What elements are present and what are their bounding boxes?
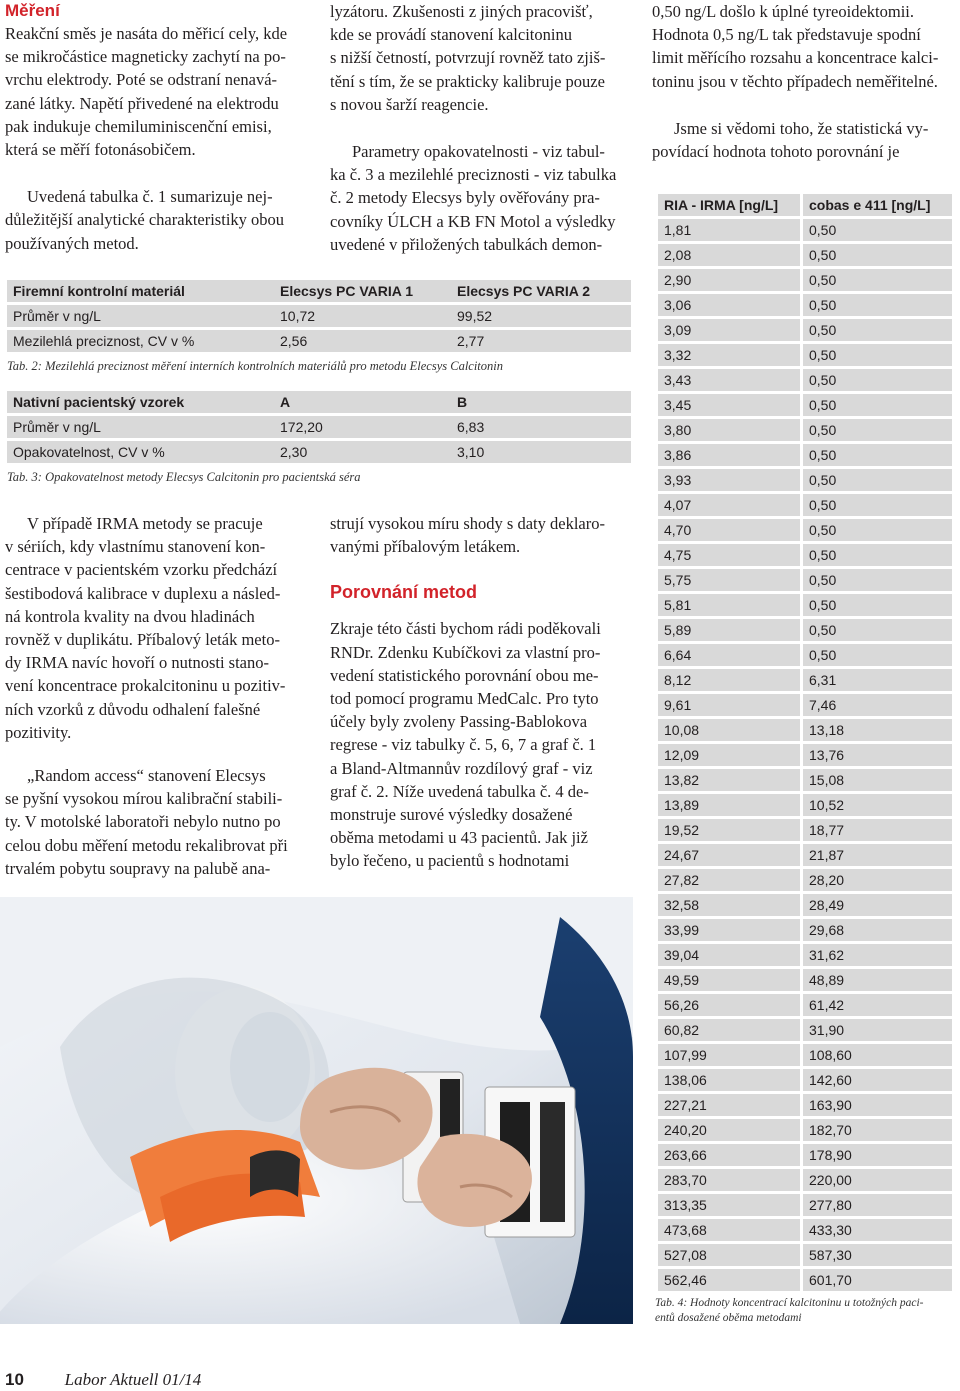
table-cell: 0,50 [803,344,952,366]
table-cell: 182,70 [803,1119,952,1141]
table-3 [7,388,631,466]
magazine-name: Labor Aktuell 01/14 [64,1370,202,1389]
table-row [658,1144,952,1166]
table-header-row [7,280,631,302]
table-row [7,305,631,327]
page-number: 10 [5,1370,24,1389]
table-cell: 12,09 [658,744,800,766]
paragraph: Reakční směs je nasáta do měřicí cely, kde se mikročástice magneticky zachytí na po- vrchu elektrody. Poté se odstraní nenavá- zané látky. Napětí přivedené na elektrodu pak indukuje chemiluminiscenční emisi, která se měří fotonásobičem. [5,24,288,160]
table-cell: 172,20 [274,416,451,438]
table-cell: 48,89 [803,969,952,991]
paragraph: Parametry opakovatelnosti - viz tabul- ka č. 3 a mezilehlé preciznosti - viz tabulka č. 2 metody Elecsys byly ověřovány pra- covníky ÚLCH a KB FN Motol a výsledky uvedené v přiložených tabulkách demon- [330,142,617,254]
column-3-top [652,0,957,163]
table-cell: 13,82 [658,769,800,791]
table-cell: 0,50 [803,244,952,266]
table-caption: Tab. 3: Opakovatelnost metody Elecsys Calcitonin pro pacientská séra [7,470,361,484]
table-cell: 6,64 [658,644,800,666]
table-cell: 18,77 [803,819,952,841]
page-footer [5,1370,201,1390]
table-cell: 263,66 [658,1144,800,1166]
table-cell: 2,30 [274,441,451,463]
table-cell: 138,06 [658,1069,800,1091]
table-cell: 24,67 [658,844,800,866]
table-row [658,1194,952,1216]
table-cell: 527,08 [658,1244,800,1266]
table-cell: 0,50 [803,219,952,241]
table-row [658,944,952,966]
table-row [658,1094,952,1116]
table-cell: 3,86 [658,444,800,466]
table-cell: 142,60 [803,1069,952,1091]
table-cell: 5,81 [658,594,800,616]
table-header-cell: Firemní kontrolní materiál [7,280,274,302]
table-row [658,844,952,866]
table-header-row [7,391,631,413]
table-cell: 277,80 [803,1194,952,1216]
table-row [658,219,952,241]
table-cell: Průměr v ng/L [7,305,274,327]
table-cell: 3,09 [658,319,800,341]
table-cell: 10,52 [803,794,952,816]
table-row [658,519,952,541]
table-cell: 10,72 [274,305,451,327]
table-cell: 7,46 [803,694,952,716]
table-cell: 3,45 [658,394,800,416]
table-row [658,994,952,1016]
table-header-cell: Elecsys PC VARIA 2 [451,280,631,302]
table-cell: 2,08 [658,244,800,266]
table-cell: 60,82 [658,1019,800,1041]
table-cell: 473,68 [658,1219,800,1241]
table-cell: 227,21 [658,1094,800,1116]
table-cell: 13,76 [803,744,952,766]
table-header-cell: RIA - IRMA [ng/L] [658,194,800,216]
table-row [658,669,952,691]
table-cell: 99,52 [451,305,631,327]
table-row [658,719,952,741]
column-1-top [5,0,300,255]
table-cell: 0,50 [803,594,952,616]
table-cell: 4,07 [658,494,800,516]
table-cell: 0,50 [803,294,952,316]
table-row [658,294,952,316]
table-4 [655,191,955,1294]
table-row [658,644,952,666]
table-cell: 587,30 [803,1244,952,1266]
table-cell: 108,60 [803,1044,952,1066]
table-row [658,819,952,841]
table-cell: 0,50 [803,419,952,441]
paragraph: strují vysokou míru shody s daty deklaro- vanými příbalovým letákem. [330,514,605,557]
table-cell: 19,52 [658,819,800,841]
table-cell: 2,90 [658,269,800,291]
section-heading-mereni: Měření [5,1,60,20]
table-header-cell: Elecsys PC VARIA 1 [274,280,451,302]
table-4-block [655,191,955,1326]
column-2-bottom [330,512,630,873]
table-cell: 49,59 [658,969,800,991]
table-cell: 313,35 [658,1194,800,1216]
table-cell: 2,77 [451,330,631,352]
table-header-cell: cobas e 411 [ng/L] [803,194,952,216]
table-cell: 3,10 [451,441,631,463]
table-cell: 28,49 [803,894,952,916]
table-row [658,544,952,566]
table-cell: 6,83 [451,416,631,438]
table-header-cell: Nativní pacientský vzorek [7,391,274,413]
paragraph: Jsme si vědomi toho, že statistická vy- povídací hodnota tohoto porovnání je [652,118,929,162]
table-row [658,894,952,916]
table-row [658,269,952,291]
table-row [658,494,952,516]
table-cell: 433,30 [803,1219,952,1241]
paragraph: Zkraje této části bychom rádi poděkovali RNDr. Zdenku Kubíčkovi za vlastní pro- vedení statistického porovnání obou me- tod pomocí programu MedCalc. Pro tyto účely byly zvoleny Passing-Bablokova regrese - viz tabulky č. 5, 6, 7 a graf č. 1 a Bland-Altmannův rozdílový graf - viz graf č. 2. Níže uvedená tabulka č. 4 de- monstruje surové výsledky dosažené oběma metodami u 43 pacientů. Jak již bylo řečeno, u pacientů s hodnotami [330,619,601,871]
table-cell: 6,31 [803,669,952,691]
table-cell: 28,20 [803,869,952,891]
table-cell: 5,89 [658,619,800,641]
paragraph: lyzátoru. Zkušenosti z jiných pracovišť, kde se provádí stanovení kalcitoninu s nižší četností, potvrzují rovněž tato zjiš- tění s tím, že se prakticky kalibruje pouze s novou šarží reagencie. [330,2,606,114]
column-2-top [330,0,630,256]
table-row [658,1069,952,1091]
table-cell: Mezilehlá preciznost, CV v % [7,330,274,352]
table-cell: 15,08 [803,769,952,791]
table-cell: Průměr v ng/L [7,416,274,438]
table-cell: 0,50 [803,319,952,341]
table-row [658,1169,952,1191]
table-caption: Tab. 2: Mezilehlá preciznost měření interních kontrolních materiálů pro metodu Elecsys Calcitonin [7,359,504,373]
table-cell: 3,43 [658,369,800,391]
table-row [658,694,952,716]
table-row [658,444,952,466]
table-row [658,419,952,441]
column-1-bottom [5,512,305,880]
table-cell: 13,89 [658,794,800,816]
table-header-row [658,194,952,216]
table-row [658,244,952,266]
table-cell: 0,50 [803,444,952,466]
table-cell: 163,90 [803,1094,952,1116]
table-row [7,441,631,463]
table-cell: 3,32 [658,344,800,366]
table-cell: 0,50 [803,269,952,291]
table-cell: 0,50 [803,569,952,591]
table-row [658,1219,952,1241]
table-cell: 4,75 [658,544,800,566]
table-row [658,369,952,391]
table-cell: 29,68 [803,919,952,941]
table-cell: 56,26 [658,994,800,1016]
table-row [658,1244,952,1266]
paragraph: „Random access“ stanovení Elecsys se pyšní vysokou mírou kalibrační stabili- ty. V motolské laboratoři nebylo nutno po celou dobu měření metodu rekalibrovat při trvalém pobytu soupravy na palubě ana- [5,766,288,878]
table-cell: 31,62 [803,944,952,966]
table-row [658,744,952,766]
table-cell: 31,90 [803,1019,952,1041]
table-cell: 32,58 [658,894,800,916]
table-row [658,919,952,941]
table-row [658,869,952,891]
photo-lab-technician-reagent-pack [0,897,633,1324]
table-row [658,594,952,616]
table-header-cell: A [274,391,451,413]
table-row [7,416,631,438]
table-row [658,969,952,991]
paragraph: 0,50 ng/L došlo k úplné tyreoidektomii. Hodnota 0,5 ng/L tak představuje spodní limit měřícího rozsahu a koncentrace kalci- toninu jsou v těchto případech neměřitelné. [652,2,939,91]
table-cell: 3,80 [658,419,800,441]
table-cell: 220,00 [803,1169,952,1191]
table-cell: 33,99 [658,919,800,941]
table-row [658,794,952,816]
table-row [658,569,952,591]
table-cell: 0,50 [803,394,952,416]
table-cell: 0,50 [803,519,952,541]
table-row [658,1269,952,1291]
table-cell: 0,50 [803,619,952,641]
table-cell: 283,70 [658,1169,800,1191]
table-row [658,394,952,416]
table-row [658,769,952,791]
table-cell: 1,81 [658,219,800,241]
table-row [658,344,952,366]
table-cell: 0,50 [803,544,952,566]
table-3-block [7,388,631,485]
table-cell: 13,18 [803,719,952,741]
table-cell: 2,56 [274,330,451,352]
table-cell: 61,42 [803,994,952,1016]
table-cell: 3,06 [658,294,800,316]
table-cell: Opakovatelnost, CV v % [7,441,274,463]
paragraph: Uvedená tabulka č. 1 sumarizuje nej- důležitější analytické charakteristiky obou používaných metod. [5,187,285,253]
table-cell: 27,82 [658,869,800,891]
table-cell: 5,75 [658,569,800,591]
table-2-block [7,277,631,374]
table-caption: Tab. 4: Hodnoty koncentrací kalcitoninu u totožných paci- entů dosažené oběma metodami [655,1297,924,1324]
table-row [658,1119,952,1141]
table-row [658,1019,952,1041]
table-cell: 0,50 [803,369,952,391]
section-heading-porovnani: Porovnání metod [330,582,478,603]
table-cell: 0,50 [803,644,952,666]
table-row [658,469,952,491]
table-row [7,330,631,352]
table-cell: 0,50 [803,494,952,516]
table-row [658,319,952,341]
table-cell: 4,70 [658,519,800,541]
table-row [658,1044,952,1066]
paragraph: V případě IRMA metody se pracuje v sériích, kdy vlastnímu stanovení kon- centrace v pacientském vzorku předchází šestibodová kalibrace v duplexu a násled- ná kontrola kvality na dvou hladinách rovněž v duplikátu. Příbalový leták meto- dy IRMA navíc hovoří o nutnosti stano- vení koncentrace prokalcitoninu u pozitiv- ních vzorků z důvodu odhalení falešné pozitivity. [5,514,286,742]
table-cell: 39,04 [658,944,800,966]
table-cell: 9,61 [658,694,800,716]
table-cell: 178,90 [803,1144,952,1166]
table-cell: 21,87 [803,844,952,866]
table-cell: 8,12 [658,669,800,691]
table-header-cell: B [451,391,631,413]
table-cell: 240,20 [658,1119,800,1141]
table-cell: 3,93 [658,469,800,491]
table-cell: 601,70 [803,1269,952,1291]
table-cell: 562,46 [658,1269,800,1291]
table-cell: 0,50 [803,469,952,491]
table-cell: 10,08 [658,719,800,741]
table-row [658,619,952,641]
table-cell: 107,99 [658,1044,800,1066]
table-2 [7,277,631,355]
